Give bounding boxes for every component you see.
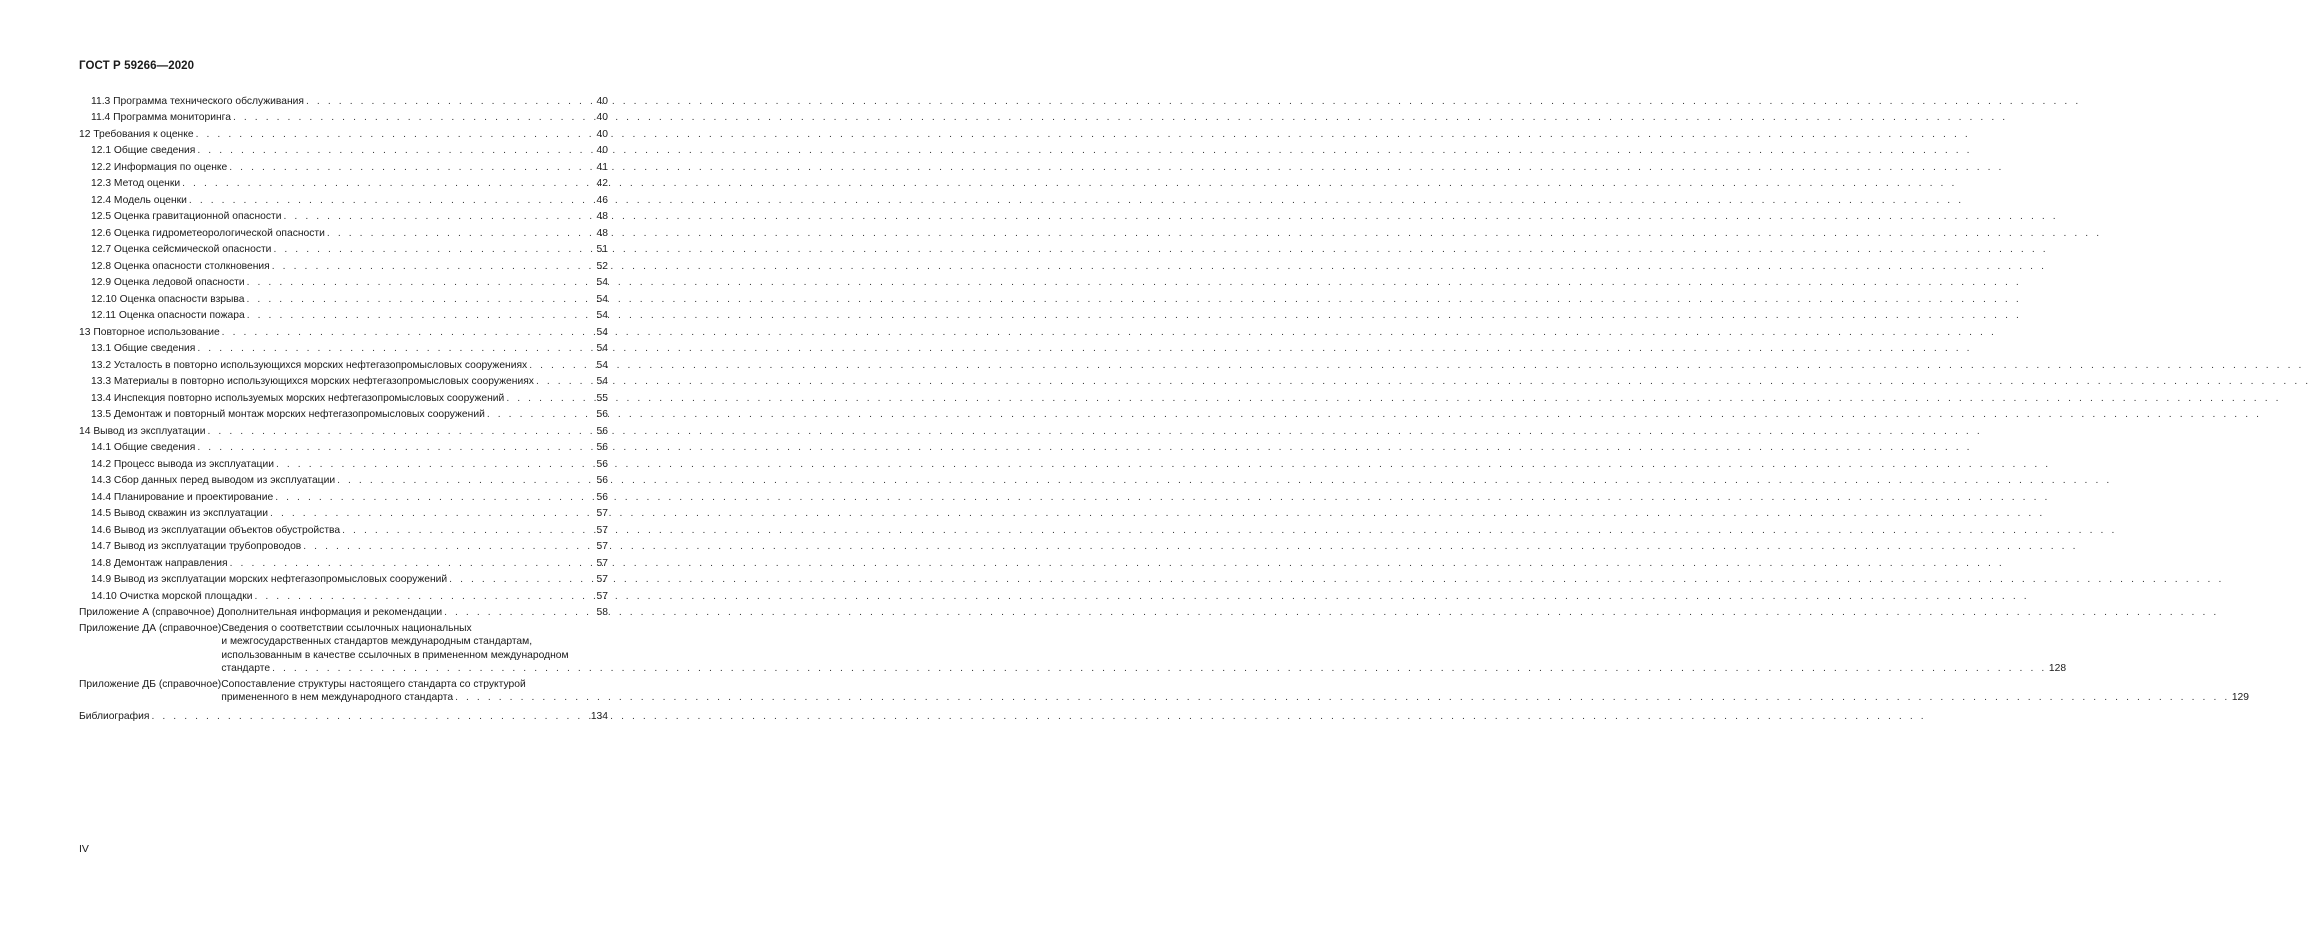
toc-entry-page: 54 [596,293,608,305]
toc-entry-title: 12.6 Оценка гидрометеорологической опасности [91,227,325,239]
toc-entry-title: 12.9 Оценка ледовой опасности [91,277,245,288]
document-header: ГОСТ Р 59266—2020 [79,60,195,72]
toc-entry[interactable] [79,207,608,224]
leader-dots [342,524,594,537]
toc-entry-page: 41 [596,161,608,173]
leader-dots [306,95,595,108]
toc-entry[interactable] [79,174,608,191]
leader-dots [151,710,588,723]
toc-entry-title: 12 Требования к оценке [79,128,194,140]
leader-dots [233,111,595,124]
toc-entry-page: 57 [596,541,608,552]
leader-dots [230,557,595,570]
toc-entry[interactable] [79,487,608,504]
toc-entry[interactable] [79,124,608,141]
toc-entry-page: 46 [596,194,608,206]
toc-entry-page: 56 [596,442,608,453]
appendix-da-prefix: Приложение ДА (справочное) [79,623,222,634]
toc-entry[interactable] [79,553,608,570]
appendix-db-line: Сопоставление структуры настоящего стандарта со структурой [221,679,526,691]
leader-dots [247,276,595,289]
leader-dots [247,293,595,306]
toc-entry[interactable] [79,388,608,405]
toc-entry-title: 14.6 Вывод из эксплуатации объектов обустройства [91,524,341,536]
toc-entry-title: 12.5 Оценка гравитационной опасности [91,211,282,222]
toc-entry-title: 13.4 Инспекция повторно используемых морских нефтегазопромысловых сооружений [91,392,505,404]
leader-dots [196,128,595,141]
leader-dots [283,210,594,223]
toc-entry-title: 14.1 Общие сведения [91,442,196,453]
toc-entry-page: 57 [596,524,608,536]
toc-entry-page: 52 [596,260,608,272]
toc-entry-title: 14.5 Вывод скважин из эксплуатации [91,508,269,519]
toc-entry-page: 57 [596,508,608,519]
toc-entry[interactable] [79,438,608,455]
toc-entry-page: 56 [596,458,608,470]
leader-dots [449,573,594,586]
leader-dots [197,342,594,355]
toc-entry-bibliography[interactable] [79,707,608,724]
toc-entry[interactable] [79,471,608,488]
appendix-db-page: 129 [2231,692,2250,704]
leader-dots [455,691,2230,704]
leader-dots [276,458,595,471]
toc-entry-title: 12.3 Метод оценки [91,178,181,189]
toc-entry[interactable] [79,223,608,240]
toc-entry-appendix-db[interactable] [79,678,2250,705]
toc-entry[interactable] [79,339,608,356]
toc-entry-page: 56 [596,491,608,503]
leader-dots [182,177,594,190]
toc-entry[interactable] [79,141,608,158]
leader-dots [273,243,594,256]
toc-entry-page: 57 [596,590,608,602]
appendix-db-last: примененного в нем международного стандарта [221,692,454,704]
leader-dots [189,194,595,207]
toc-entry-page: 48 [596,227,608,239]
toc-entry[interactable] [79,405,608,422]
toc-entry[interactable] [79,289,608,306]
toc-entry[interactable] [79,603,608,620]
appendix-da-line: Сведения о соответствии ссылочных национальных [221,623,472,634]
toc-entry-title: 11.3 Программа технического обслуживания [91,95,305,107]
toc-entry[interactable] [79,240,608,257]
leader-dots [272,260,595,273]
leader-dots [444,606,594,619]
toc-entry-title: 11.4 Программа мониторинга [91,112,231,123]
leader-dots [506,392,594,405]
toc-entry-page: 56 [596,475,608,486]
leader-dots [222,326,595,339]
leader-dots [197,144,594,157]
toc-entry-page: 58 [596,607,608,618]
appendix-db-prefix: Приложение ДБ (справочное) [79,679,222,691]
toc-entry[interactable] [79,372,608,389]
toc-entry-title: 14.7 Вывод из эксплуатации трубопроводов [91,541,302,552]
toc-entry[interactable] [79,273,608,290]
toc-entry-page: 54 [596,376,608,387]
toc-entry-title: 12.4 Модель оценки [91,194,187,206]
toc-entry-page: 57 [596,557,608,569]
toc-entry-title: 12.8 Оценка опасности столкновения [91,260,270,272]
toc-entry[interactable] [79,454,608,471]
toc-entry-page: 54 [596,310,608,321]
toc-entry[interactable] [79,190,608,207]
toc-entry-title: Приложение А (справочное) Дополнительная информация и рекомендации [79,607,443,618]
toc-entry[interactable] [79,306,608,323]
toc-entry[interactable] [79,537,608,554]
toc-entry-page: 48 [596,211,608,222]
toc-entry-title: 13.2 Усталость в повторно использующихся морских нефтегазопромысловых сооружениях [91,359,528,371]
toc-entry-page: 54 [596,326,608,338]
leader-dots [275,491,594,504]
toc-entry-title: 14.10 Очистка морской площадки [91,590,253,602]
toc-entry-page: 42 [596,178,608,189]
toc-entry-appendix-da[interactable] [79,622,2067,675]
toc-entry-page: 54 [596,359,608,371]
appendix-da-body [221,622,2066,675]
toc-entry[interactable] [79,157,608,174]
toc-entry-page: 40 [596,95,608,107]
toc-entry[interactable] [79,586,608,603]
leader-dots [487,408,595,421]
toc-entry-title: 14.3 Сбор данных перед выводом из эксплуатации [91,475,336,486]
leader-dots [247,309,595,322]
toc-entry[interactable] [79,504,608,521]
leader-dots [536,375,595,388]
toc-entry-page: 57 [596,574,608,585]
table-of-contents [79,91,2250,723]
toc-entry-page: 40 [596,145,608,156]
leader-dots [270,507,595,520]
appendix-db-body [221,678,2249,705]
toc-entry-title: 12.7 Оценка сейсмической опасности [91,244,272,255]
appendix-da-last: стандарте [221,662,271,674]
leader-dots [229,161,594,174]
toc-entry-page: 56 [596,409,608,420]
toc-entry-title: 12.10 Оценка опасности взрыва [91,293,245,305]
toc-entry-title: 12.2 Информация по оценке [91,161,228,173]
appendix-db-lastrow [221,691,2249,704]
toc-entry-title: 13 Повторное использование [79,326,220,338]
toc-entry[interactable] [79,421,608,438]
toc-entry-page: 40 [596,128,608,140]
leader-dots [208,425,595,438]
appendix-da-lastrow [221,662,2066,675]
toc-entry[interactable] [79,520,608,537]
toc-entry-title: 14.9 Вывод из эксплуатации морских нефтегазопромысловых сооружений [91,574,448,585]
toc-entry[interactable] [79,256,608,273]
leader-dots [337,474,594,487]
toc-entry[interactable] [79,322,608,339]
toc-entry-page: 54 [596,343,608,354]
toc-entry[interactable] [79,91,608,108]
toc-entry-title: 14.8 Демонтаж направления [91,557,228,569]
leader-dots [272,662,2047,675]
toc-entry-page: 40 [596,112,608,123]
toc-entry-page: 55 [596,392,608,404]
leader-dots [197,441,594,454]
toc-entry-title: 12.1 Общие сведения [91,145,196,156]
toc-entry-title: 13.1 Общие сведения [91,343,196,354]
leader-dots [529,359,594,372]
appendix-da-line: использованным в качестве ссылочных в примененном международном [221,649,569,661]
leader-dots [303,540,594,553]
toc-entries [79,91,608,619]
toc-entry[interactable] [79,570,608,587]
toc-entry-page: 56 [596,425,608,437]
appendix-da-page: 128 [2048,662,2067,674]
toc-entry-title: 14.4 Планирование и проектирование [91,491,274,503]
toc-entry-page: 51 [596,244,608,255]
leader-dots [327,227,595,240]
leader-dots [254,590,594,603]
bibliography-title: Библиография [79,711,150,723]
toc-entry-title: 14 Вывод из эксплуатации [79,425,206,437]
toc-entry-title: 13.5 Демонтаж и повторный монтаж морских нефтегазопромысловых сооружений [91,409,485,420]
bibliography-page: 134 [590,711,608,723]
toc-entry-title: 13.3 Материалы в повторно использующихся морских нефтегазопромысловых сооружениях [91,376,534,387]
toc-entry-page: 54 [596,277,608,288]
toc-entry-title: 12.11 Оценка опасности пожара [91,310,245,321]
toc-entry[interactable] [79,108,608,125]
page-number-footer: IV [79,843,89,855]
toc-entry[interactable] [79,355,608,372]
toc-entry-title: 14.2 Процесс вывода из эксплуатации [91,458,274,470]
appendix-da-line: и межгосударственных стандартов международным стандартам, [221,636,533,648]
